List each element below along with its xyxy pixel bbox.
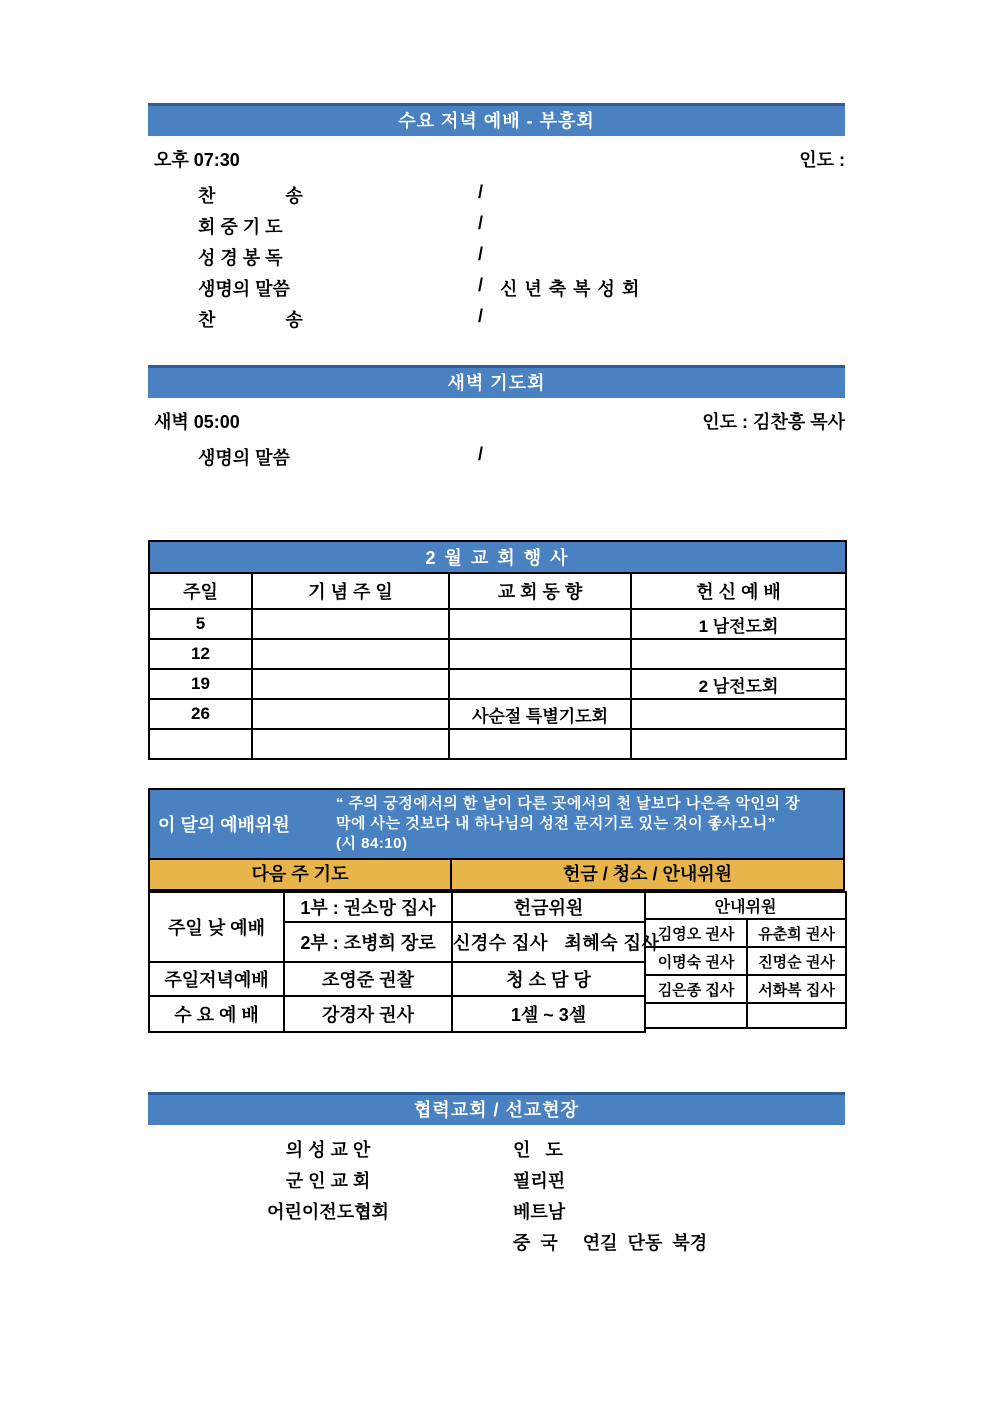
committee-body [148, 891, 845, 1033]
events-cell [149, 729, 252, 759]
partner-church-name: 군 인 교 회 [285, 1171, 371, 1191]
order-slash: / [478, 444, 484, 464]
cleaning-cells-label: 1셀 ~ 3셀 [452, 996, 645, 1032]
usher-name [747, 1003, 846, 1028]
order-row [148, 239, 845, 270]
order-row [148, 301, 845, 332]
order-label: 생명의 말씀 [198, 448, 290, 468]
events-cell [252, 639, 449, 669]
dawn-time: 새벽 05:00 [154, 412, 240, 432]
order-label: 생명의 말씀 [198, 279, 290, 299]
gold-header-next-week-prayer: 다음 주 기도 [150, 860, 452, 889]
usher-name: 김영오 권사 [645, 919, 747, 947]
sunday-day-service-label: 주일 낮 예배 [149, 892, 284, 962]
partner-row [148, 1162, 845, 1193]
partner-church-name: 어린이전도협회 [267, 1202, 389, 1222]
usher-name [645, 1003, 747, 1028]
events-row [149, 609, 846, 639]
events-row [149, 729, 846, 759]
partners-title: 협력교회 / 선교현장 [413, 1100, 580, 1120]
events-header-sunday: 주일 [149, 573, 252, 609]
wednesday-leader: 인도 : [799, 150, 845, 170]
committee-label: 이 달의 예배위원 [158, 815, 290, 835]
partner-row [148, 1193, 845, 1224]
events-cell: 2 남전도회 [631, 669, 846, 699]
events-row [149, 639, 846, 669]
events-cell: 1 남전도회 [631, 609, 846, 639]
part1-prayer-name: 1부 : 권소망 집사 [284, 892, 452, 922]
wednesday-prayer-name: 강경자 권사 [284, 996, 452, 1032]
events-cell [449, 669, 631, 699]
events-title: 2 월 교 회 행 사 [149, 541, 846, 573]
order-slash: / [478, 306, 484, 326]
events-cell [252, 609, 449, 639]
events-cell [631, 729, 846, 759]
order-label: 찬 송 [198, 310, 303, 330]
events-cell [449, 729, 631, 759]
events-cell: 사순절 특별기도회 [449, 699, 631, 729]
usher-name: 김은종 집사 [645, 975, 747, 1003]
sunday-evening-prayer-name: 조영준 권찰 [284, 962, 452, 996]
committee-row [149, 962, 645, 996]
usher-name: 유춘희 권사 [747, 919, 846, 947]
scripture-quote-line2: 막에 사는 것보다 내 하나님의 성전 문지기로 있는 것이 좋사오니” [336, 815, 776, 832]
section-partner-churches [148, 1092, 845, 1255]
events-cell [449, 639, 631, 669]
dawn-meta-row [148, 398, 845, 439]
usher-header: 안내위원 [645, 892, 846, 919]
order-slash: / [478, 275, 484, 295]
usher-name: 서화복 집사 [747, 975, 846, 1003]
events-row [149, 699, 846, 729]
usher-row [645, 919, 846, 947]
dawn-leader: 인도 : 김찬흥 목사 [702, 412, 845, 432]
wednesday-title: 수요 저녁 예배 - 부흥회 [398, 111, 595, 131]
partners-title-bar [148, 1092, 845, 1125]
events-cell [252, 729, 449, 759]
partner-mission-field: 필리핀 [513, 1171, 566, 1191]
part2-prayer-name: 2부 : 조병희 장로 [284, 922, 452, 962]
partner-row [148, 1224, 845, 1255]
events-table [148, 540, 847, 760]
wednesday-time: 오후 07:30 [154, 150, 240, 170]
order-row [148, 208, 845, 239]
events-row [149, 669, 846, 699]
events-cell: 12 [149, 639, 252, 669]
scripture-quote-line1: “ 주의 궁정에서의 한 날이 다른 곳에서의 천 날보다 나은즉 악인의 장 [336, 795, 801, 812]
events-cell [631, 639, 846, 669]
order-row [148, 177, 845, 208]
committee-header-block [148, 788, 845, 858]
order-note: 신 년 축 복 성 회 [500, 279, 641, 299]
section-wednesday-worship [148, 103, 845, 332]
cleaning-duty-label: 청 소 담 당 [452, 962, 645, 996]
wednesday-title-bar [148, 103, 845, 136]
partner-church-name: 의 성 교 안 [285, 1140, 371, 1160]
committee-row [149, 892, 645, 922]
order-row [148, 270, 845, 301]
section-dawn-prayer [148, 365, 845, 470]
partner-mission-field: 베트남 [513, 1202, 566, 1222]
offering-names: 신경수 집사 최혜숙 집사 [452, 922, 645, 962]
dawn-title-bar [148, 365, 845, 398]
events-cell [252, 699, 449, 729]
scripture-reference: (시 84:10) [336, 835, 408, 852]
order-label: 찬 송 [198, 186, 303, 206]
usher-row [645, 1003, 846, 1028]
usher-header-row [645, 892, 846, 919]
committee-row [149, 996, 645, 1032]
events-cell [252, 669, 449, 699]
partner-mission-field: 인 도 [513, 1140, 563, 1160]
usher-row [645, 947, 846, 975]
events-cell: 5 [149, 609, 252, 639]
order-slash: / [478, 213, 484, 233]
events-header-row [149, 573, 846, 609]
events-cell: 26 [149, 699, 252, 729]
order-label: 회 중 기 도 [198, 217, 283, 237]
wednesday-service-label: 수 요 예 배 [149, 996, 284, 1032]
partner-mission-field: 중 국 연길 단동 북경 [513, 1233, 708, 1253]
events-header-anniversary: 기 념 주 일 [252, 573, 449, 609]
events-cell: 19 [149, 669, 252, 699]
order-label: 성 경 봉 독 [198, 248, 283, 268]
partner-row [148, 1131, 845, 1162]
wednesday-meta-row [148, 136, 845, 177]
events-cell [449, 609, 631, 639]
sunday-evening-service-label: 주일저녁예배 [149, 962, 284, 996]
scripture-quote [336, 794, 837, 854]
dawn-title: 새벽 기도회 [447, 373, 546, 393]
usher-name: 이명숙 권사 [645, 947, 747, 975]
events-header-church-news: 교 회 동 향 [449, 573, 631, 609]
usher-row [645, 975, 846, 1003]
offering-header: 헌금위원 [452, 892, 645, 922]
gold-header-offering-cleaning-usher: 헌금 / 청소 / 안내위원 [562, 864, 733, 884]
order-slash: / [478, 182, 484, 202]
committee-table-right [644, 891, 847, 1029]
order-slash: / [478, 244, 484, 264]
section-february-events [148, 540, 845, 760]
committee-table-left [148, 891, 660, 1033]
order-row [148, 439, 845, 470]
events-header-dedication: 헌 신 예 배 [631, 573, 846, 609]
committee-gold-header [148, 858, 845, 891]
events-cell [631, 699, 846, 729]
usher-name: 진명순 권사 [747, 947, 846, 975]
section-worship-committee [148, 788, 845, 1033]
